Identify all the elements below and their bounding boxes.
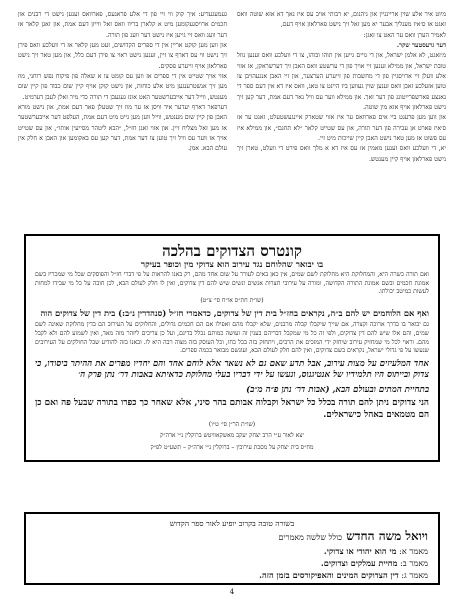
maamar-text: מחיית עמלקים וצדוקים. (320, 558, 398, 568)
publisher-line: מח״ס בית יצחק על מסכת עירובין – ברוקלין נ״י ארה״ק – תשע״ט לפ״ק (150, 443, 314, 451)
paragraph: אזוי אויך שטייט אין די ספרים אז ווען עס קומט צו א שאלה פון פיקוח נפש רוחני, מוז מען זיך אנשטרענגען מיט אלע כוחות, און נישט קוקן אויף קיין שום כבוד פון קיין שום מענטש, ווייל דער אייבערשטער האט אונז געגעבן די תורה כדי מיר זאלן לעבן דערמיט. (18, 73, 227, 101)
paragraph: געמעגעדיע: איך קוק ווי זיי פון די אלע פראגעס, פארוואס זענען נישט די רבנים און חכמים ארויסגעקומען מיט א קלארן בריוו וואס זאל ווייזן דעם אמת, און זאגן קלאר אז דער וועג וואס זיי גייען איז נישט דער וועג פון תורה. (18, 11, 227, 39)
paragraph: דערפאר דארף יעדער איד וויסן אז ער מוז זיך שטעלן פאר דעם אמת, און נישט מורא האבן פון קיין שום מענטש, ווייל ווען מען גייט מיט דעם אמת, העלפט דער אייבערשטער אז מען זאל מצליח זיין. און אזוי זאגן חז״ל, ״הבא ליטהר מסייעין אותו״, און עס שטייט אויך אז ווער עס וויל זיך טוען צו דער אמת, דער קען עס באקומען און האבן א חלק אין עולם הבא. אמן. (18, 104, 227, 153)
maamar-label: מאמר א: (399, 546, 428, 556)
box-subtitle: בו יבואר שהלוחם נגד עירוב הוא צדוקי מין וכופר בעיקר (140, 260, 324, 270)
italic-statement: אחד המלעיזים על מצות עירוב, אבל תדע שאם גם לא נשאר אלא לוחם אחד והם יחדיו מפרים את ההיתר ביסודו, כי צדוק ובייתוס היו תלמידיו של אנטיגנוס, ונעשו על ידי דבריו בעלי מחלוקת כדאיתא באבות דר׳ נתן פרק ה׳ (35, 358, 429, 381)
publisher-line: יצא לאור ע״י הרב יצחק יעקב מאשקאוויטש ברוקלין נ״י ארה״ק (160, 432, 304, 440)
article-columns (18, 10, 446, 232)
maamar-item (36, 569, 428, 581)
box-paragraph: גם יבואר בו בדרך ארוכה וקצרה, אם שייך שיקבלו קבלה מרבנים, שלא יקבלו מהם ואפילו אם הם חכמים גדולים, והחלוקים על העירוב הם בדין מחלוקת שאינה לשם שמים, והם אלו שיש להם דין צדוקים, ולפי זה כל מי שמקבל דבריהם בענין זה ועושה כמותם נכלל בדינם, ועל כן צריכים ליזהר מזה מאד, ואין לשמוע להם ולא לקבל מהם. וראוי לכל מי שמחזיק עירוב שיחזק ידי המזכים את הרבים, ויתחזק בזה בכל כחו, וכל העוסק בזה מצוה רבה היא לו. ובאנו בזה להודיע שכל החולקים על העירובים שנעשו על פי גדולי ישראל, נקראים בשם צדוקים, ואין להם חלק לעולם הבא, ועונשם מבואר בכמה ספרים. (35, 321, 429, 355)
maamar-item (36, 557, 428, 569)
paragraph: און ווען מען קוקט אריין אין די ספרים הקדושים, זעט מען קלאר אז די וועלכע וואס פירן זיך נישט ווי עס דארף צו זיין, זענען נישט ראוי צו פירן דעם כלל, און מען טאר זיך נישט פארלאזן אויף זייערע פסקים. (18, 42, 227, 70)
source-citation: (שו״ת חת״ס או״ח סי׳ צ״ט) (200, 297, 264, 305)
paragraph: מיוט איר אלע שוין אריינגיין און גיהנום, יא רבותי אויב עס איז נאך דא אזא שוטה וואס זאגט אז ס׳איז מעגליך אבער יא מען זאל זיך נישט פארלאזן אויף דעם, (237, 11, 446, 29)
announcement-box (24, 234, 440, 462)
book-title (36, 529, 428, 545)
paragraph: מ׳זאגט, לא אלמן ישראל, און די גויים גייען אין תוהו ובוהו, צו די וועלכע וואס זענען גוזל טובת ישראל, און ממילא זענען זיי אויך פון די ערשטע וואס האבן זיך דערשראקן, אז אזוי אלע וועלן זיי ארויסגיין פון די מחשבות פון זייערע הערצער, און זיי האבן אנגעהויבן צו טוען אזעלכע זאכן וואס זענען שוין געווען ביז היינט צו טאג, וואס איז דא אין דעם ספר די גאנצע פארשפרייטונג פון דער זאך. און ממילא ווער עס וויל נאר דעם אמת, דער קען זיך נישט פארלאזן אויף אזא מין שוטה. (237, 52, 446, 112)
box-title: קונטרס הצדוקים בהלכה (162, 242, 302, 260)
box-paragraph: ואם תורה כשרה היא, והמחלוקת היא מחלוקת לשם שמים, אין כאן באים לעורר על שום אחד מהם, רק באנו להראות על פי דברי חז״ל והפוסקים שכל מי שמכריז בשם אמונת חכמים ובשם אמונת התורה הקדושה, ומורה על עירובי חצרות אנשים ונשים שיש להם דין צדוקים, ואין לו חלק לעולם הבא, לכן חובה על כל מי שבידו למחות לעשות כמיטב יכולתו. (35, 271, 429, 296)
maamar-label: מאמר ג: (401, 570, 428, 580)
bold-statement: הני צדוקים ניתן להם תורה בכלל כל ישראל וקבלוה אבותם בהר סיני, אלא שאחר כך כפרו בתורה שבעל פה ואם כן הם מטמאים באהל כישראלים. (35, 398, 429, 420)
maamar-text: מי הוא יהודי או צדוקי. (323, 546, 397, 556)
page-number: 4 (229, 588, 235, 596)
source-citation: (שו״ת הר״ן סי׳ ט״ו) (208, 421, 256, 429)
book-announcement-box (24, 512, 440, 585)
section-heading: דער גרעסטער שקר. (396, 42, 446, 50)
paragraph: יא, די וועלכע וואס זענען מאמין אז עס איז דא א מלך וואס פירט די וועלט, טארן זיך נישט פארלאזן אויף קיין מענטש. (237, 145, 446, 163)
maamar-label: מאמר ב: (400, 558, 428, 568)
paragraph: לאמיר הערן וואס ער האט צו זאגן: (363, 31, 446, 39)
left-column (18, 10, 227, 232)
maamar-item (36, 545, 428, 557)
paragraph: און ווען מען פרעגט ביי אים פארוואס ער איז אזוי שטארק איינגעשטעלט, זאגט ער אז ס׳איז פארט אן עבירה פון דער תורה, און עס שטייט קלאר ״לא תחנם״, און ממילא איז עס פשוט אז מען טאר נישט האבן קיין שייכות מיט זיי. (237, 114, 446, 143)
announcement-intro: בשורה טובה בקרוב יופיע לאור ספר הקדוש (169, 519, 295, 528)
book-title-rest: כולל שלשה מאמרים (278, 533, 343, 542)
bold-statement: ואף אם הלוחמים יש להם ב״ה, נקראים בחז״ל בית דין של צדוקים, כדאמרי חז״ל (סנהדרין נ״ב:) בית דין של צדוקים הוה (40, 308, 429, 319)
maamar-text: דין הצדוקים המינים והאפיקורסים בזמן הזה. (259, 570, 399, 580)
book-title-main: ויואל משה החדש (346, 529, 428, 543)
right-column (237, 10, 446, 232)
italic-statement: בתחיית המתים ובעולם הבא, (אבות דר׳ נתן פ״ה מ״ב) (246, 384, 429, 395)
